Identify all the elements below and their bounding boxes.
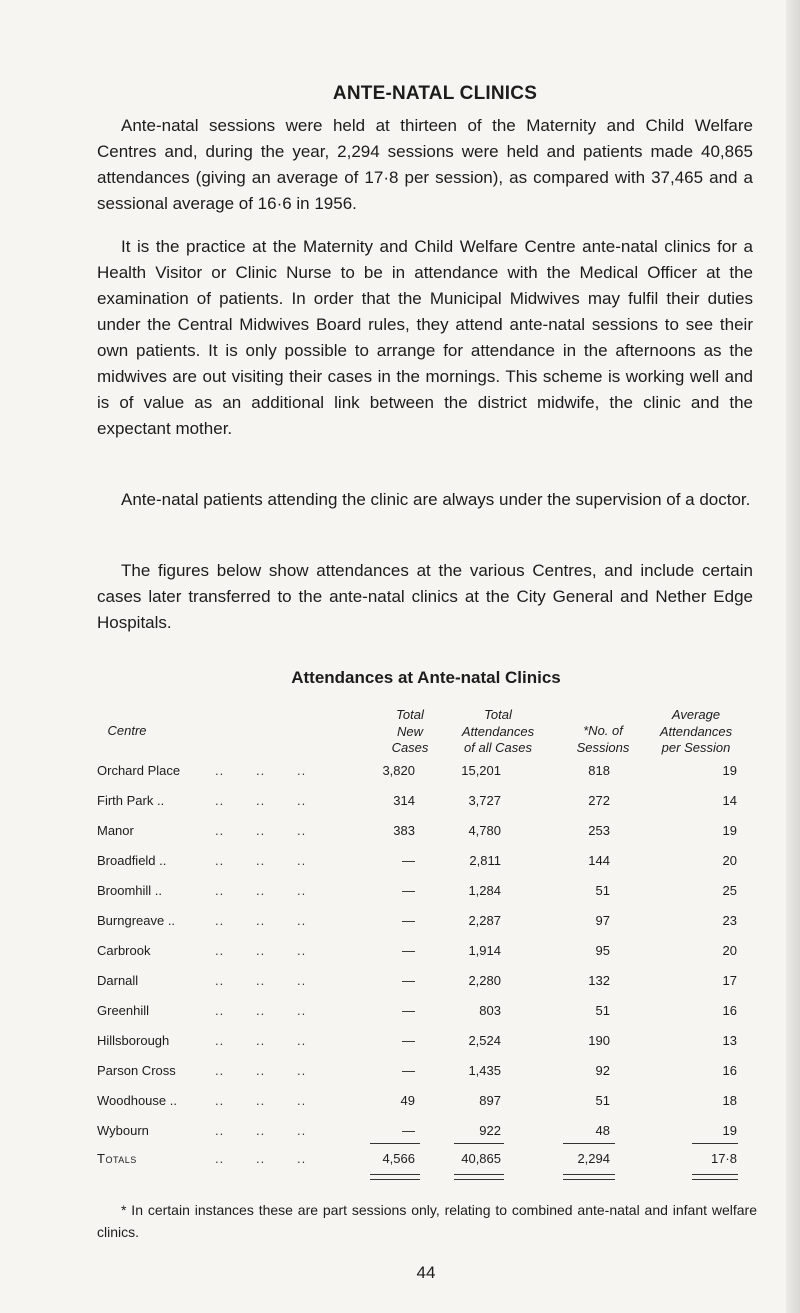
centre-name: Broadfield .. bbox=[97, 853, 167, 868]
sessions-cell: 253 bbox=[588, 823, 610, 838]
totals-double-rule bbox=[692, 1174, 738, 1180]
leader-dots: .. bbox=[256, 913, 266, 928]
subtotal-rule bbox=[370, 1143, 420, 1144]
average-cell: 23 bbox=[722, 913, 737, 928]
leader-dots: .. bbox=[297, 763, 307, 778]
page-heading: ANTE-NATAL CLINICS bbox=[332, 83, 538, 104]
leader-dots: .. bbox=[256, 1093, 266, 1108]
new-cases-cell: 383 bbox=[393, 823, 415, 838]
leader-dots: .. bbox=[215, 943, 225, 958]
leader-dots: .. bbox=[297, 913, 307, 928]
leader-dots: .. bbox=[256, 1123, 266, 1138]
attendances-cell: 2,811 bbox=[469, 853, 501, 868]
header-average-line-3: per Session bbox=[661, 740, 731, 755]
page-number: 44 bbox=[416, 1263, 436, 1282]
totals-label: Totals bbox=[97, 1151, 137, 1166]
paragraph-2: It is the practice at the Maternity and Child Welfare Centre ante-natal clinics for a Health Visitor or Clinic Nurse to be in attendance with the Medical Officer at the examination of patients. In order that the Municipal Midwives may fulfil their duties under the Central Midwives Board rules, they attend ante-natal sessions to see their own patients. It is only possible to arrange for attendance in the afternoons as the midwives are out visiting their cases in the mornings. This scheme is working well and is of value as an additional link between the district midwife, the clinic and the expectant mother. bbox=[97, 237, 753, 438]
leader-dots: .. bbox=[215, 1093, 225, 1108]
header-attendances-line-1: Total bbox=[484, 707, 512, 722]
sessions-cell: 818 bbox=[588, 763, 610, 778]
header-average-line-1: Average bbox=[671, 707, 721, 722]
subtotal-rule bbox=[454, 1143, 504, 1144]
header-attendances bbox=[443, 707, 553, 757]
new-cases-cell: — bbox=[402, 883, 415, 898]
new-cases-cell: 314 bbox=[393, 793, 415, 808]
table-row bbox=[0, 943, 800, 965]
average-cell: 17 bbox=[722, 973, 737, 988]
centre-name: Wybourn bbox=[97, 1123, 149, 1138]
leader-dots: .. bbox=[256, 793, 266, 808]
centre-name: Darnall bbox=[97, 973, 139, 988]
attendances-cell: 2,524 bbox=[468, 1033, 501, 1048]
centre-name: Firth Park .. bbox=[97, 793, 165, 808]
average-cell: 19 bbox=[722, 823, 737, 838]
leader-dots: .. bbox=[215, 763, 225, 778]
average-cell: 16 bbox=[722, 1003, 737, 1018]
table-row bbox=[0, 1003, 800, 1025]
sessions-cell: 92 bbox=[595, 1063, 610, 1078]
sessions-cell: 144 bbox=[588, 853, 610, 868]
leader-dots: .. bbox=[297, 883, 307, 898]
footnote: * In certain instances these are part sessions only, relating to combined ante-natal and infant welfare clinics. bbox=[97, 1202, 757, 1240]
table-title: Attendances at Ante-natal Clinics bbox=[291, 668, 561, 687]
leader-dots: .. bbox=[256, 973, 266, 988]
header-sessions bbox=[568, 723, 638, 756]
header-new-cases-line-1: Total bbox=[396, 707, 424, 722]
subtotal-rule bbox=[692, 1143, 738, 1144]
total-sessions: 2,294 bbox=[577, 1151, 610, 1166]
new-cases-cell: — bbox=[402, 1123, 415, 1138]
leader-dots: .. bbox=[215, 823, 225, 838]
header-average bbox=[646, 707, 746, 757]
header-new-cases-line-3: Cases bbox=[391, 740, 429, 755]
leader-dots: .. bbox=[256, 883, 266, 898]
paragraph-3: Ante-natal patients attending the clinic are always under the supervision of a doctor. bbox=[121, 490, 751, 509]
attendances-cell: 2,280 bbox=[468, 973, 501, 988]
table-row bbox=[0, 1033, 800, 1055]
attendances-cell: 1,435 bbox=[468, 1063, 501, 1078]
table-row bbox=[0, 853, 800, 875]
leader-dots: .. bbox=[256, 1151, 266, 1166]
attendances-cell: 1,284 bbox=[468, 883, 501, 898]
average-cell: 14 bbox=[722, 793, 737, 808]
leader-dots: .. bbox=[215, 913, 225, 928]
new-cases-cell: 49 bbox=[400, 1093, 415, 1108]
average-cell: 18 bbox=[722, 1093, 737, 1108]
centre-name: Broomhill .. bbox=[97, 883, 163, 898]
leader-dots: .. bbox=[256, 943, 266, 958]
average-cell: 16 bbox=[722, 1063, 737, 1078]
leader-dots: .. bbox=[297, 853, 307, 868]
average-cell: 20 bbox=[722, 943, 737, 958]
leader-dots: .. bbox=[297, 1003, 307, 1018]
sessions-cell: 272 bbox=[588, 793, 610, 808]
new-cases-cell: — bbox=[402, 913, 415, 928]
attendances-cell: 1,914 bbox=[468, 943, 501, 958]
table-row bbox=[0, 1093, 800, 1115]
new-cases-cell: — bbox=[402, 973, 415, 988]
leader-dots: .. bbox=[297, 973, 307, 988]
header-new-cases bbox=[380, 707, 440, 757]
leader-dots: .. bbox=[215, 1151, 225, 1166]
leader-dots: .. bbox=[215, 973, 225, 988]
leader-dots: .. bbox=[215, 1123, 225, 1138]
centre-name: Burngreave .. bbox=[97, 913, 176, 928]
leader-dots: .. bbox=[297, 1063, 307, 1078]
leader-dots: .. bbox=[215, 1033, 225, 1048]
average-cell: 19 bbox=[722, 763, 737, 778]
leader-dots: .. bbox=[297, 1151, 307, 1166]
new-cases-cell: — bbox=[402, 853, 415, 868]
table-row bbox=[0, 973, 800, 995]
table-row bbox=[0, 793, 800, 815]
average-cell: 13 bbox=[722, 1033, 737, 1048]
attendances-cell: 922 bbox=[479, 1123, 501, 1138]
average-cell: 20 bbox=[722, 853, 737, 868]
leader-dots: .. bbox=[297, 823, 307, 838]
header-average-line-2: Attendances bbox=[659, 723, 733, 739]
centre-name: Parson Cross bbox=[97, 1063, 176, 1078]
leader-dots: .. bbox=[297, 943, 307, 958]
leader-dots: .. bbox=[256, 823, 266, 838]
attendances-cell: 2,287 bbox=[468, 913, 501, 928]
new-cases-cell: 3,820 bbox=[382, 763, 415, 778]
sessions-cell: 51 bbox=[595, 1003, 610, 1018]
totals-double-rule bbox=[454, 1174, 504, 1180]
leader-dots: .. bbox=[256, 763, 266, 778]
attendances-cell: 4,780 bbox=[468, 823, 501, 838]
attendances-cell: 897 bbox=[479, 1093, 501, 1108]
centre-name: Manor bbox=[97, 823, 134, 838]
attendances-cell: 3,727 bbox=[468, 793, 501, 808]
table-row bbox=[0, 883, 800, 905]
totals-row bbox=[0, 1151, 800, 1173]
leader-dots: .. bbox=[256, 1063, 266, 1078]
new-cases-cell: — bbox=[402, 943, 415, 958]
average-cell: 19 bbox=[722, 1123, 737, 1138]
attendances-cell: 803 bbox=[479, 1003, 501, 1018]
centre-name: Woodhouse .. bbox=[97, 1093, 177, 1108]
sessions-cell: 97 bbox=[595, 913, 610, 928]
leader-dots: .. bbox=[297, 793, 307, 808]
leader-dots: .. bbox=[256, 1033, 266, 1048]
sessions-cell: 132 bbox=[588, 973, 610, 988]
leader-dots: .. bbox=[215, 883, 225, 898]
header-sessions-line-1: *No. of bbox=[583, 723, 623, 738]
leader-dots: .. bbox=[215, 853, 225, 868]
leader-dots: .. bbox=[256, 1003, 266, 1018]
sessions-cell: 190 bbox=[588, 1033, 610, 1048]
centre-name: Carbrook bbox=[97, 943, 151, 958]
average-cell: 25 bbox=[722, 883, 737, 898]
totals-double-rule bbox=[563, 1174, 615, 1180]
centre-name: Hillsborough bbox=[97, 1033, 170, 1048]
header-centre-text: Centre bbox=[107, 723, 147, 738]
sessions-cell: 95 bbox=[595, 943, 610, 958]
table-row bbox=[0, 1123, 800, 1145]
table-row bbox=[0, 1063, 800, 1085]
sessions-cell: 48 bbox=[595, 1123, 610, 1138]
leader-dots: .. bbox=[215, 1003, 225, 1018]
subtotal-rule bbox=[563, 1143, 615, 1144]
new-cases-cell: — bbox=[402, 1063, 415, 1078]
leader-dots: .. bbox=[256, 853, 266, 868]
header-new-cases-line-2: New bbox=[396, 723, 423, 739]
leader-dots: .. bbox=[297, 1123, 307, 1138]
table-row bbox=[0, 823, 800, 845]
centre-name: Orchard Place bbox=[97, 763, 181, 778]
leader-dots: .. bbox=[215, 1063, 225, 1078]
table-row bbox=[0, 763, 800, 785]
totals-double-rule bbox=[370, 1174, 420, 1180]
header-attendances-line-3: of all Cases bbox=[464, 740, 532, 755]
header-centre bbox=[97, 723, 157, 740]
leader-dots: .. bbox=[215, 793, 225, 808]
new-cases-cell: — bbox=[402, 1003, 415, 1018]
leader-dots: .. bbox=[297, 1033, 307, 1048]
sessions-cell: 51 bbox=[595, 1093, 610, 1108]
total-new-cases: 4,566 bbox=[382, 1151, 415, 1166]
sessions-cell: 51 bbox=[595, 883, 610, 898]
header-attendances-line-2: Attendances bbox=[461, 723, 535, 739]
new-cases-cell: — bbox=[402, 1033, 415, 1048]
attendances-cell: 15,201 bbox=[461, 763, 501, 778]
table-row bbox=[0, 913, 800, 935]
paragraph-4: The figures below show attendances at the various Centres, and include certain cases later transferred to the ante-natal clinics at the City General and Nether Edge Hospitals. bbox=[97, 561, 753, 632]
centre-name: Greenhill bbox=[97, 1003, 150, 1018]
paragraph-1: Ante-natal sessions were held at thirteen of the Maternity and Child Welfare Centres and, during the year, 2,294 sessions were held and patients made 40,865 attendances (giving an average of 17·8 per session), as compared with 37,465 and a sessional average of 16·6 in 1956. bbox=[97, 116, 753, 213]
total-average: 17·8 bbox=[710, 1151, 737, 1166]
total-attendances: 40,865 bbox=[461, 1151, 501, 1166]
header-sessions-line-2: Sessions bbox=[576, 739, 630, 755]
leader-dots: .. bbox=[297, 1093, 307, 1108]
page-edge-shadow bbox=[786, 0, 800, 1313]
